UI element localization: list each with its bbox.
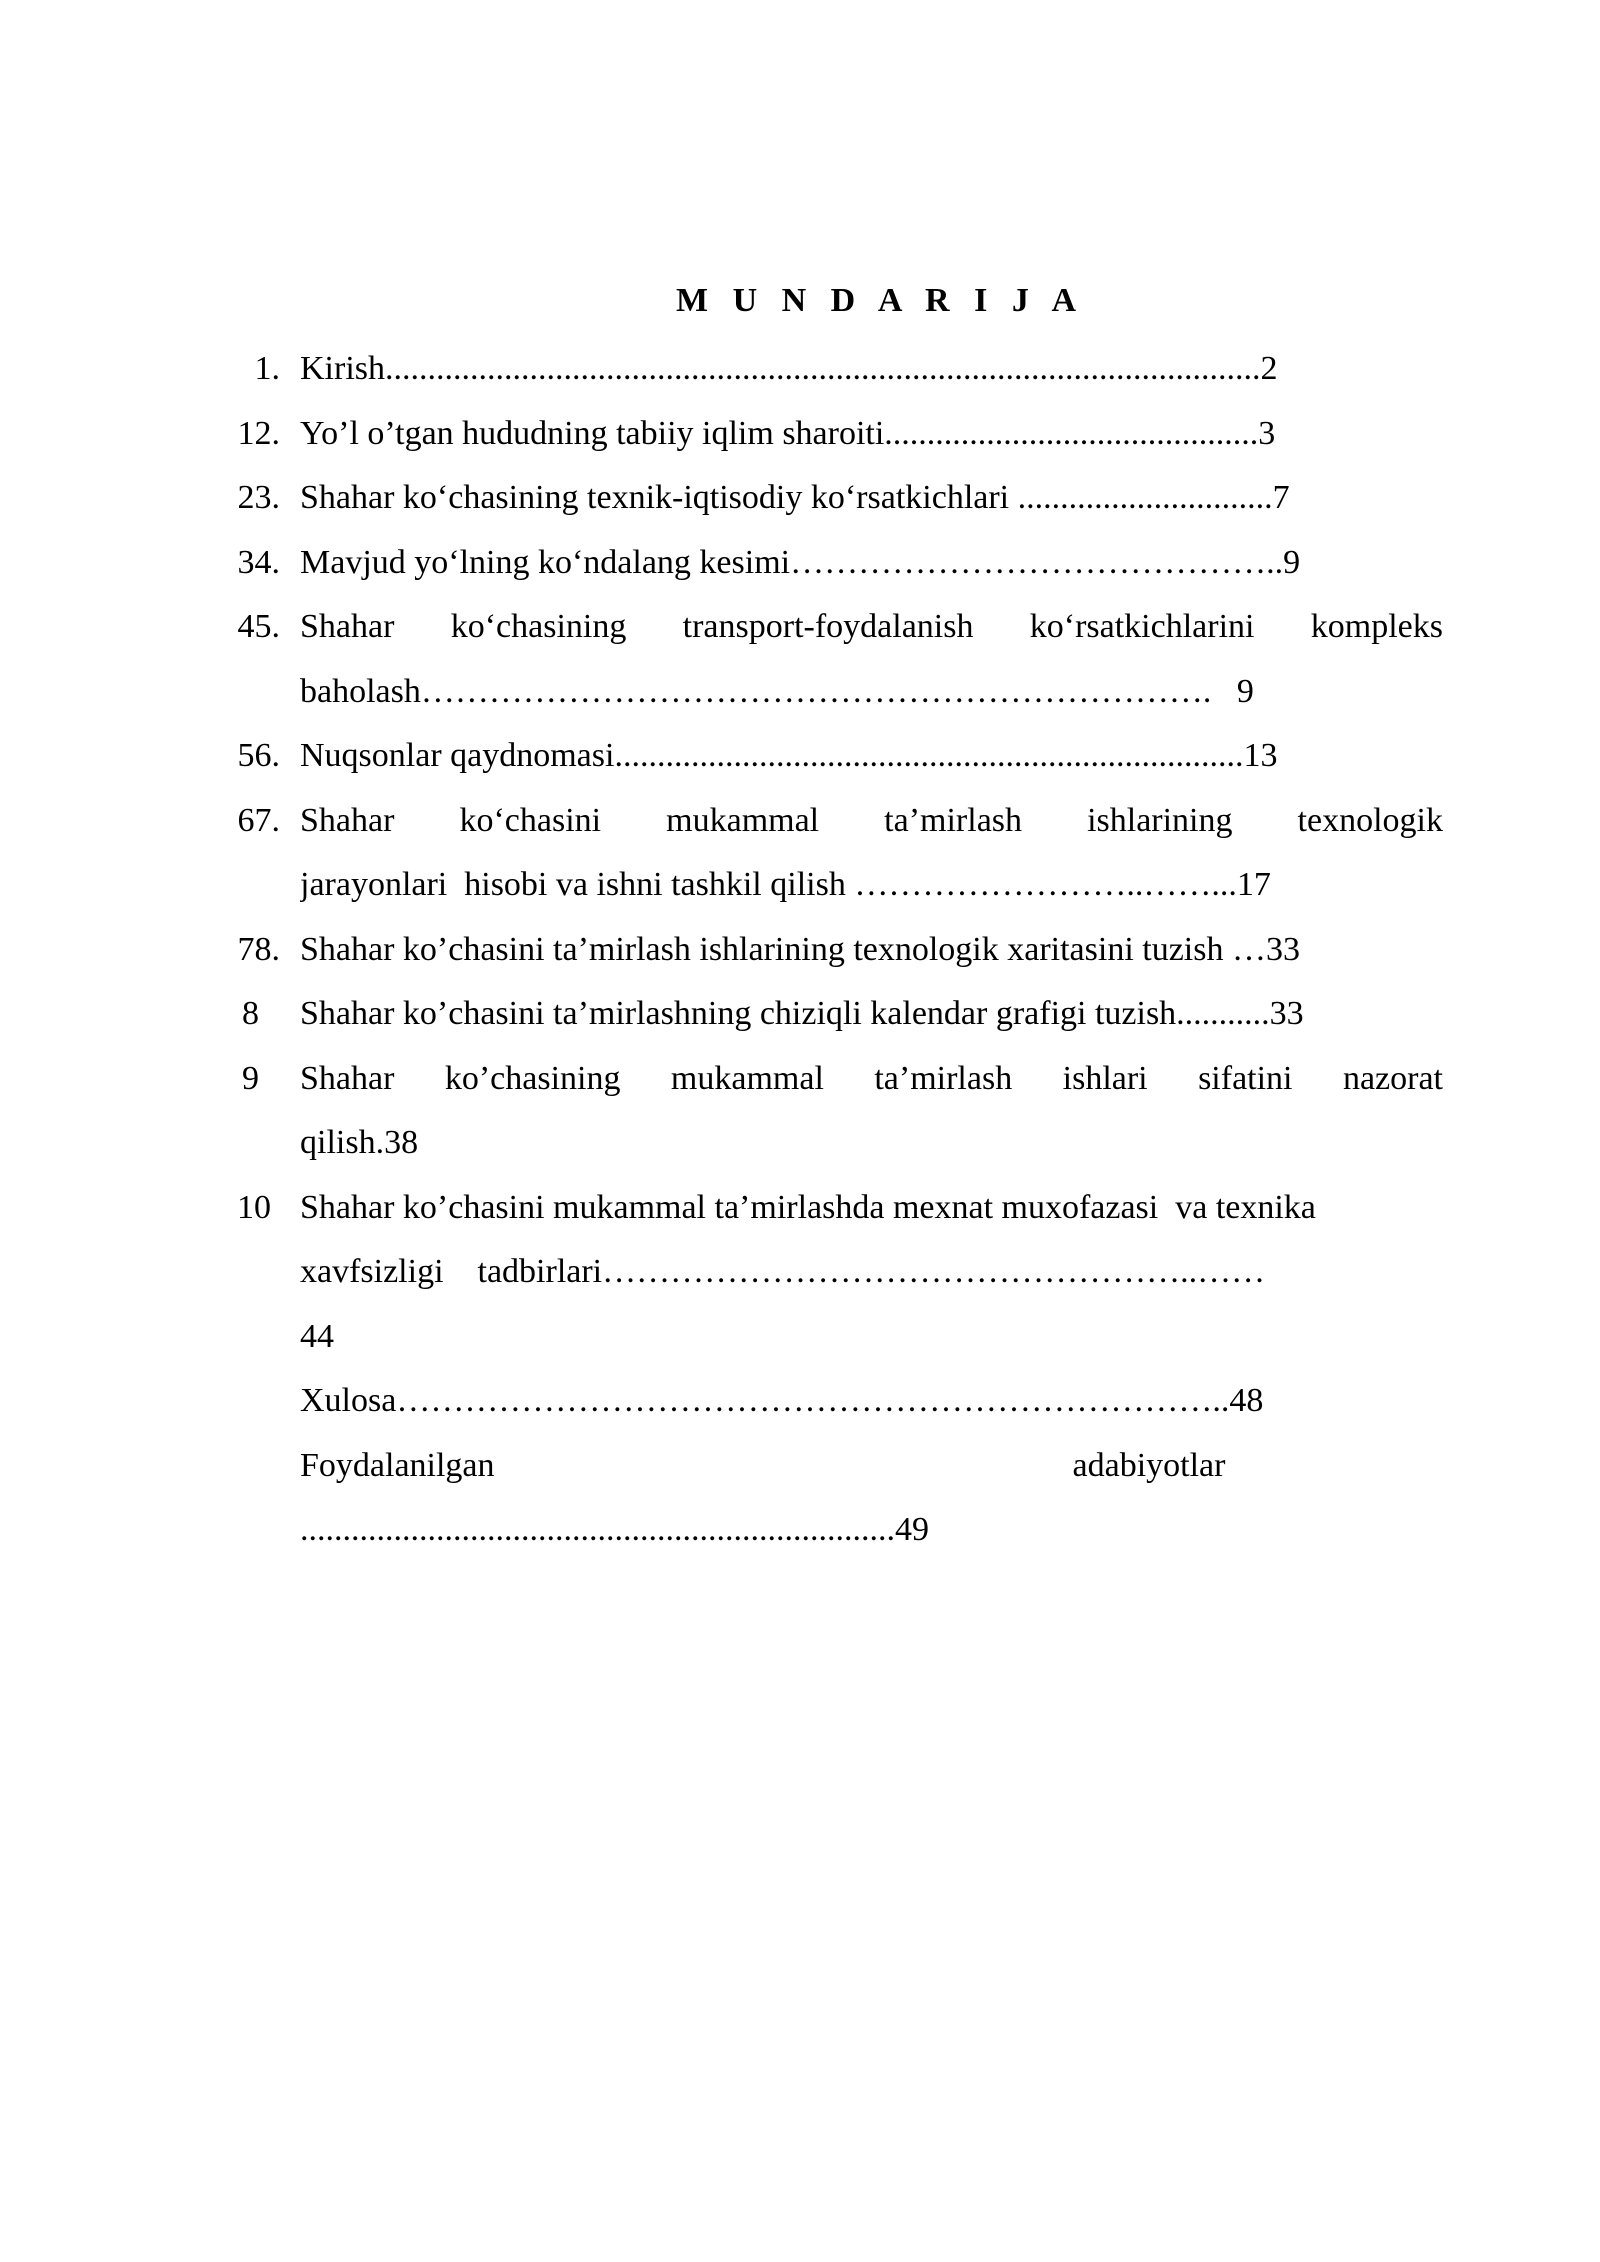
toc-entry-number: 78. [237, 930, 280, 968]
toc-entry-number: 8 [242, 995, 259, 1032]
toc-entry-number: 12. [237, 414, 280, 452]
toc-entry [200, 1369, 1443, 1434]
toc-entry [200, 1176, 1443, 1370]
toc-entry-line: Shahar ko‘chasining texnik-iqtisodiy ko‘rsatkichlari ..............................7 [300, 479, 1290, 516]
toc-entry-line: Shahar ko’chasining mukammal ta’mirlash ishlari sifatini nazorat [300, 1059, 1443, 1097]
toc-entry-line: Shahar ko’chasini ta’mirlash ishlarining texnologik xaritasini tuzish …33 [300, 930, 1300, 968]
toc-entry-line: Mavjud yo‘lning ko‘ndalang kesimi……………………………………..9 [300, 543, 1301, 581]
toc-entry [200, 982, 1443, 1047]
toc-entry-line: Kirish.......................................................................................................2 [300, 350, 1278, 387]
toc-entry [200, 402, 1443, 467]
toc-entry-number: 9 [242, 1059, 259, 1097]
toc-entry-line: Yo’l o’tgan hududning tabiiy iqlim sharoiti............................................3 [300, 414, 1276, 452]
toc-entry-text [300, 466, 1443, 531]
page-title: M U N D A R I J A [675, 282, 1085, 319]
toc-entry [200, 1047, 1443, 1176]
toc-entry-line: Nuqsonlar qaydnomasi..........................................................................13 [300, 737, 1278, 774]
toc-entry-text [300, 402, 1443, 467]
toc-entry-number: 67. [237, 801, 280, 839]
toc-entry-line: Shahar ko’chasini mukammal ta’mirlashda mexnat muxofazasi va texnika [300, 1188, 1316, 1226]
toc-entry-text [300, 789, 1443, 918]
toc-entry-line: 44 [300, 1317, 334, 1355]
toc-entry [200, 595, 1443, 724]
toc-entry-line: jarayonlari hisobi va ishni tashkil qilish ……………………..……...17 [300, 866, 1271, 903]
toc-entry [200, 466, 1443, 531]
toc-entry-line: ......................................................................49 [300, 1511, 929, 1548]
toc-entry-text [300, 1434, 1443, 1563]
toc-entry-number: 34. [237, 543, 280, 581]
toc-entry-text [300, 531, 1443, 596]
toc-entry-line: Shahar ko’chasini ta’mirlashning chiziqli kalendar grafigi tuzish...........33 [300, 995, 1304, 1032]
toc-entry-line: Xulosa………………………………………………………………..48 [300, 1382, 1264, 1419]
toc-entry [200, 918, 1443, 983]
table-of-contents [200, 337, 1443, 1563]
toc-entry [200, 1434, 1443, 1563]
toc-entry [200, 531, 1443, 596]
toc-entry [200, 337, 1443, 402]
toc-entry-line: baholash……………………………………………………………. 9 [300, 672, 1254, 710]
toc-entry-text [300, 918, 1443, 983]
toc-entry [200, 724, 1443, 789]
toc-entry-text [300, 337, 1443, 402]
toc-entry-line: Shahar ko‘chasining transport-foydalanish ko‘rsatkichlarini kompleks [300, 608, 1443, 645]
toc-entry-text [300, 982, 1443, 1047]
toc-entry-text [300, 1176, 1443, 1370]
toc-entry-line: Foydalanilgan adabiyotlar [300, 1446, 1226, 1484]
toc-entry-text [300, 1047, 1443, 1176]
toc-entry-line: Shahar ko‘chasini mukammal ta’mirlash ishlarining texnologik [300, 801, 1443, 839]
toc-entry-text [300, 724, 1443, 789]
toc-entry-text [300, 1369, 1443, 1434]
toc-entry [200, 789, 1443, 918]
toc-entry-number: 10 [237, 1188, 271, 1226]
toc-entry-number: 23. [237, 479, 280, 516]
toc-entry-text [300, 595, 1443, 724]
toc-entry-number: 56. [237, 737, 280, 774]
toc-entry-number: 1. [254, 350, 280, 387]
toc-entry-line: xavfsizligi tadbirlari……………………………………………..…… [300, 1253, 1266, 1290]
toc-entry-number: 45. [237, 608, 280, 645]
toc-entry-line: qilish.38 [300, 1124, 419, 1161]
